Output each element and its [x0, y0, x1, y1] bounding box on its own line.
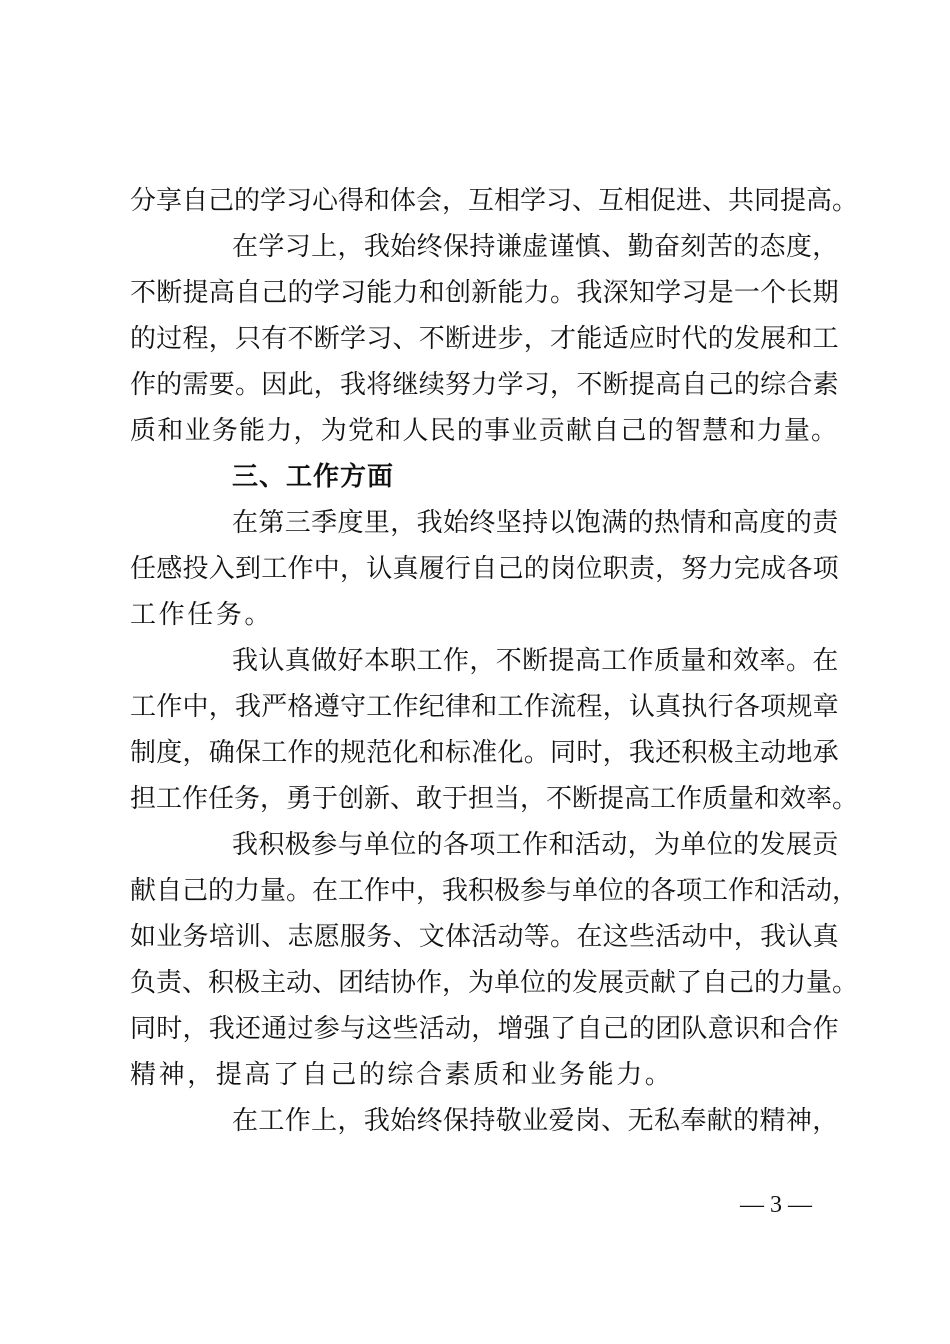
text-line: 制度，确保工作的规范化和标准化。同时，我还积极主动地承	[130, 738, 839, 768]
paragraph-start-line: 在第三季度里，我始终坚持以饱满的热情和高度的责	[232, 508, 839, 538]
text-line: 如业务培训、志愿服务、文体活动等。在这些活动中，我认真	[130, 922, 839, 952]
text-line: 精神，提高了自己的综合素质和业务能力。	[130, 1060, 674, 1090]
text-line: 作的需要。因此，我将继续努力学习，不断提高自己的综合素	[130, 370, 839, 400]
paragraph-start-line: 我积极参与单位的各项工作和活动，为单位的发展贡	[232, 830, 839, 860]
page-number: — 3 —	[740, 1192, 812, 1218]
text-line: 担工作任务，勇于创新、敢于担当，不断提高工作质量和效率。	[130, 784, 859, 814]
paragraph-start-line: 我认真做好本职工作，不断提高工作质量和效率。在	[232, 646, 839, 676]
text-line: 负责、积极主动、团结协作，为单位的发展贡献了自己的力量。	[130, 968, 859, 998]
text-line: 献自己的力量。在工作中，我积极参与单位的各项工作和活动，	[130, 876, 859, 906]
text-line: 分享自己的学习心得和体会，互相学习、互相促进、共同提高。	[130, 186, 859, 216]
paragraph-start-line: 在学习上，我始终保持谦虚谨慎、勤奋刻苦的态度，	[232, 232, 839, 262]
paragraph-start-line: 在工作上，我始终保持敬业爱岗、无私奉献的精神，	[232, 1106, 839, 1136]
text-line: 质和业务能力，为党和人民的事业贡献自己的智慧和力量。	[130, 416, 839, 446]
text-line: 工作中，我严格遵守工作纪律和工作流程，认真执行各项规章	[130, 692, 839, 722]
text-line: 不断提高自己的学习能力和创新能力。我深知学习是一个长期	[130, 278, 839, 308]
text-line: 的过程，只有不断学习、不断进步，才能适应时代的发展和工	[130, 324, 839, 354]
text-line: 任感投入到工作中，认真履行自己的岗位职责，努力完成各项	[130, 554, 839, 584]
text-line: 工作任务。	[130, 600, 274, 630]
section-heading: 三、工作方面	[232, 462, 395, 492]
text-line: 同时，我还通过参与这些活动，增强了自己的团队意识和合作	[130, 1014, 839, 1044]
